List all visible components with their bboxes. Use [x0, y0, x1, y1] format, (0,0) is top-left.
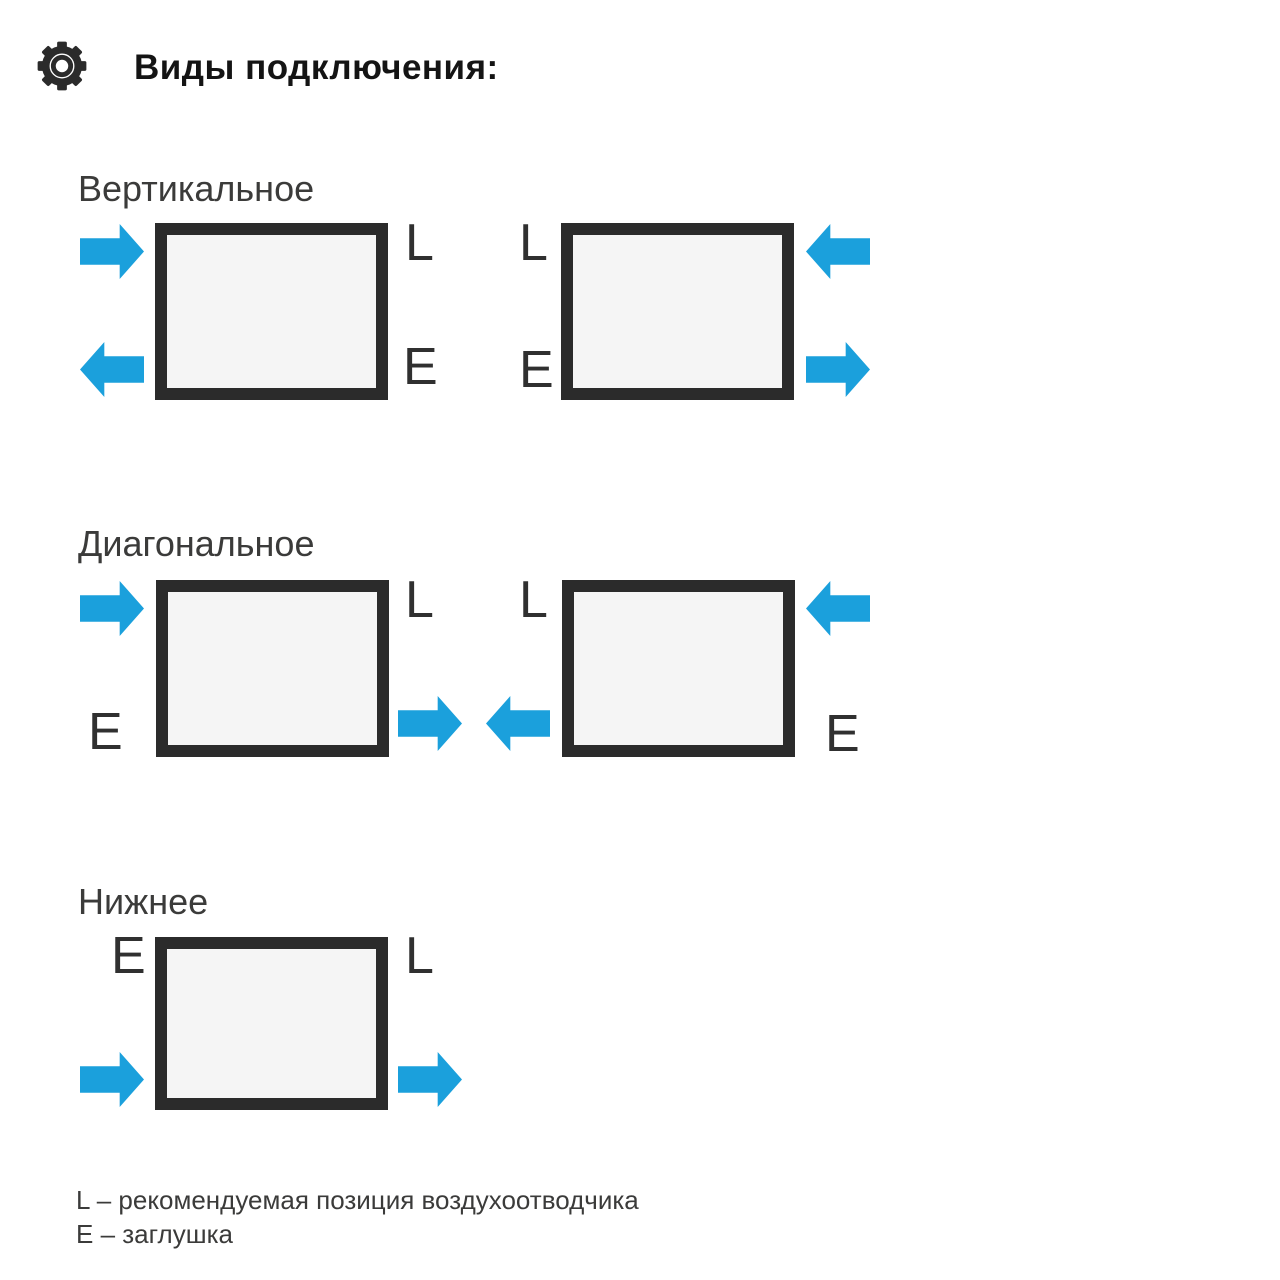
radiator-body — [561, 223, 794, 400]
gear-icon — [36, 40, 88, 97]
arrow-right-icon — [398, 696, 462, 751]
section-label-bottom: Нижнее — [78, 881, 209, 922]
arrow-left-icon — [486, 696, 550, 751]
radiator-body — [155, 223, 388, 400]
arrow-right-icon — [806, 342, 870, 397]
radiator-body — [155, 937, 388, 1110]
section-label-vertical: Вертикальное — [78, 168, 315, 209]
arrow-right-icon — [80, 224, 144, 279]
arrow-right-icon — [398, 1052, 462, 1107]
radiator-body — [562, 580, 795, 757]
radiator-body — [156, 580, 389, 757]
legend-line-e: E – заглушка — [76, 1219, 233, 1249]
arrow-right-icon — [80, 1052, 144, 1107]
port-label: L — [519, 214, 548, 272]
arrow-left-icon — [80, 342, 144, 397]
port-label: E — [111, 927, 146, 985]
port-label: L — [405, 571, 434, 629]
page-title: Виды подключения: — [134, 48, 499, 87]
port-label: E — [403, 338, 438, 396]
port-label: L — [405, 214, 434, 272]
port-label: E — [519, 341, 554, 399]
port-label: E — [88, 703, 123, 761]
port-label: L — [405, 927, 434, 985]
arrow-left-icon — [806, 581, 870, 636]
arrow-right-icon — [80, 581, 144, 636]
port-label: E — [825, 705, 860, 763]
port-label: L — [519, 571, 548, 629]
legend-line-l: L – рекомендуемая позиция воздухоотводчика — [76, 1185, 639, 1215]
arrow-left-icon — [806, 224, 870, 279]
legend — [76, 1183, 639, 1251]
section-label-diagonal: Диагональное — [78, 523, 315, 564]
